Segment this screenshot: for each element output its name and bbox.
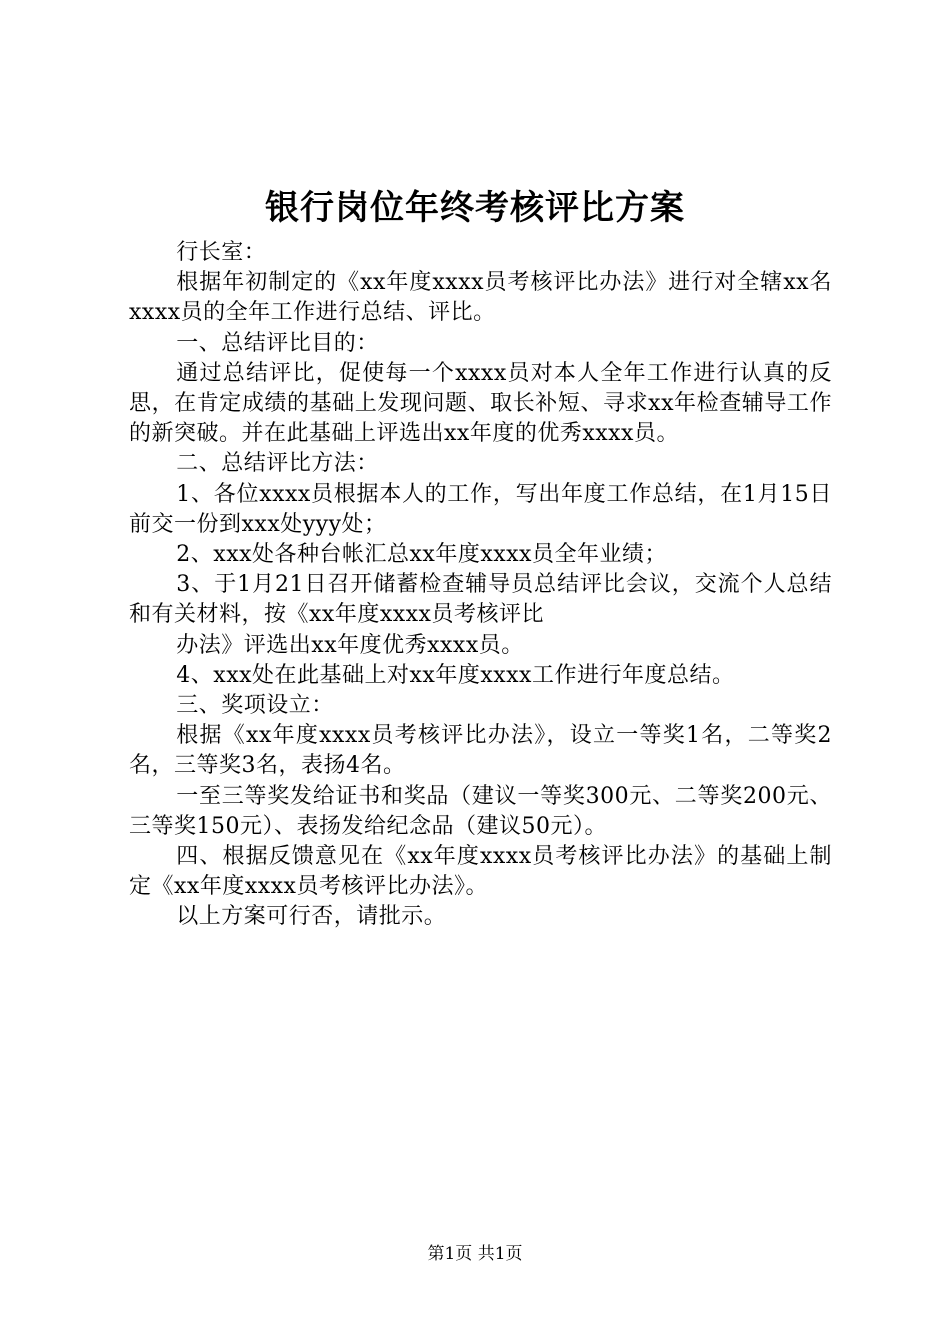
method-item-3-continuation: 办法》评选出xx年度优秀xxxx员。 <box>176 632 524 658</box>
document-title: 银行岗位年终考核评比方案 <box>265 188 685 228</box>
method-item-2: 2、xxx处各种台帐汇总xx年度xxxx员全年业绩； <box>176 542 667 568</box>
section-heading-purpose: 一、总结评比目的： <box>176 330 379 356</box>
paragraph-awards: 根据《xx年度xxxx员考核评比办法》，设立一等奖1名，二等奖2名，三等奖3名，表扬4名。 <box>129 723 832 779</box>
method-item-4: 4、xxx处在此基础上对xx年度xxxx工作进行年度总结。 <box>176 662 735 688</box>
method-item-3: 3、于1月21日召开储蓄检查辅导员总结评比会议，交流个人总结和有关材料，按《xx年度xxxx员考核评比 <box>129 572 832 628</box>
section-heading-method: 二、总结评比方法： <box>176 451 379 477</box>
document-body <box>129 238 832 933</box>
paragraph-purpose: 通过总结评比，促使每一个xxxx员对本人全年工作进行认真的反思，在肯定成绩的基础上发现问题、取长补短、寻求xx年检查辅导工作的新突破。并在此基础上评选出xx年度的优秀xxxx员。 <box>129 360 832 447</box>
paragraph-prizes: 一至三等奖发给证书和奖品（建议一等奖300元、二等奖200元、三等奖150元）、表扬发给纪念品（建议50元）。 <box>129 783 832 839</box>
paragraph-intro: 根据年初制定的《xx年度xxxx员考核评比办法》进行对全辖xx名xxxx员的全年工作进行总结、评比。 <box>129 270 832 326</box>
section-heading-awards: 三、奖项设立： <box>176 693 334 719</box>
page-footer: 第1页 共1页 <box>427 1244 523 1264</box>
paragraph-addressee: 行长室： <box>176 240 267 265</box>
method-item-1: 1、各位xxxx员根据本人的工作，写出年度工作总结，在1月15日前交一份到xxx处yyy处； <box>129 481 832 537</box>
paragraph-feedback: 四、根据反馈意见在《xx年度xxxx员考核评比办法》的基础上制定《xx年度xxxx员考核评比办法》。 <box>129 844 832 900</box>
paragraph-closing: 以上方案可行否，请批示。 <box>176 904 447 930</box>
